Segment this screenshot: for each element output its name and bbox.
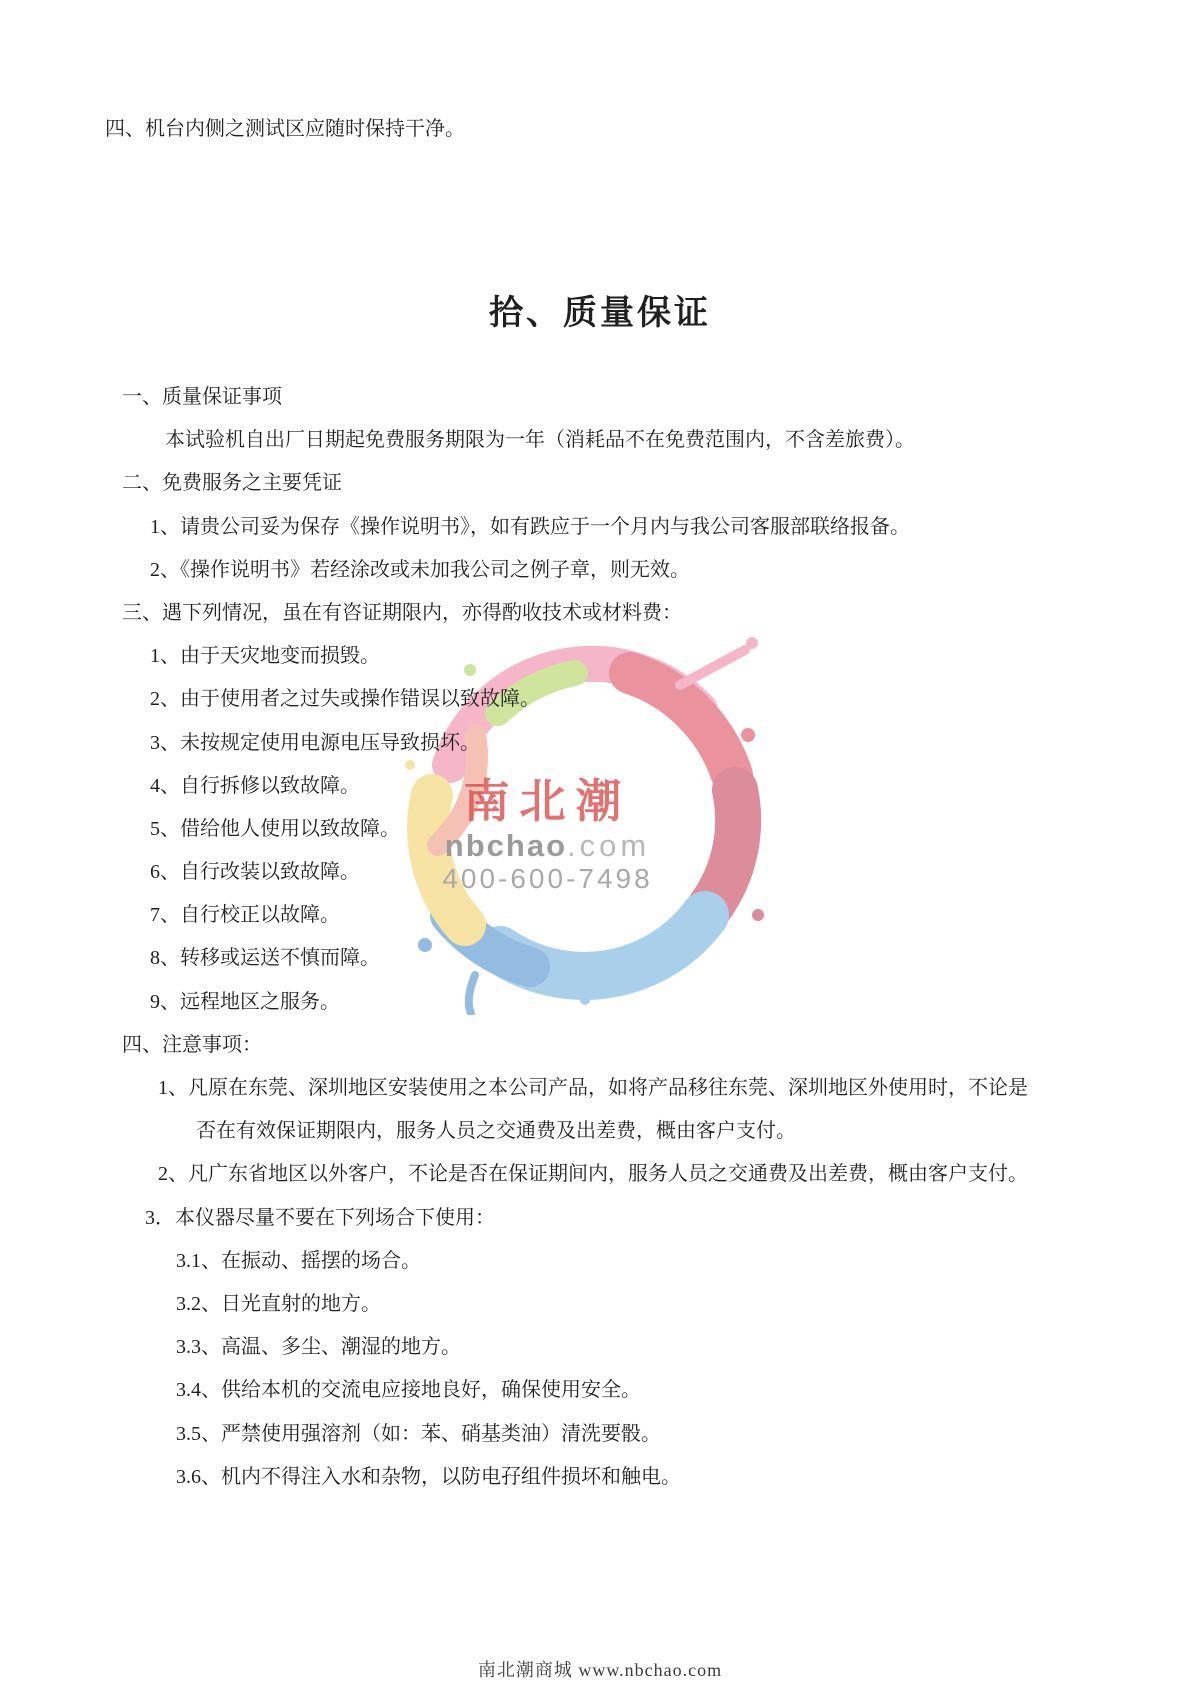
body-text-block — [0, 376, 1200, 1499]
body-line: 3.5、严禁使用强溶剂（如：苯、硝基类油）清洗要骰。 — [176, 1422, 661, 1445]
watermark-phone-text: 400-600-7498 — [442, 863, 653, 894]
watermark-domain-suffix: .com — [567, 828, 651, 863]
body-line: 3.3、高温、多尘、潮湿的地方。 — [176, 1336, 461, 1359]
body-line: 1、由于天灾地变而损毁。 — [150, 645, 380, 668]
body-line: 1、凡原在东莞、深圳地区安装使用之本公司产品，如将产品移往东莞、深圳地区外使用时，不论是 — [158, 1077, 1028, 1099]
body-line: 3.2、日光直射的地方。 — [176, 1292, 381, 1315]
body-line: 2、凡广东省地区以外客户，不论是否在保证期间内，服务人员之交通费及出差费，概由客户支付。 — [158, 1163, 1028, 1186]
body-line: 否在有效保证期限内，服务人员之交通费及出差费，概由客户支付。 — [196, 1120, 796, 1143]
body-line: 8、转移或运送不慎而障。 — [150, 947, 380, 970]
body-line: 三、遇下列情况，虽在有咨证期限内，亦得酌收技术或材料费： — [122, 601, 682, 624]
body-line: 7、自行校正以故障。 — [150, 904, 340, 927]
body-line: 1、请贵公司妥为保存《操作说明书》，如有跌应于一个月内与我公司客服部联络报备。 — [150, 515, 910, 538]
body-line: 2、《操作说明书》若经涂改或未加我公司之例子章，则无效。 — [150, 558, 690, 581]
body-line: 一、质量保证事项 — [122, 386, 282, 408]
body-line: 3．本仪器尽量不要在下列场合下使用： — [145, 1206, 495, 1229]
footer-text: 南北潮商城 www.nbchao.com — [477, 1660, 723, 1680]
watermark-brand-text: 南北潮 — [463, 776, 632, 827]
body-line: 本试验机自出厂日期起免费服务期限为一年（消耗品不在免费范围内，不含差旅费）。 — [165, 429, 915, 452]
body-line: 5、借给他人使用以致故障。 — [150, 817, 400, 840]
body-line: 3、未按规定使用电源电压导致损坏。 — [150, 731, 480, 754]
page-title: 拾、质量保证 — [489, 295, 711, 332]
watermark-domain-bold: nbchao — [444, 828, 568, 863]
body-line: 4、自行拆修以致故障。 — [150, 774, 360, 797]
body-line: 2、由于使用者之过失或操作错误以致故障。 — [150, 688, 540, 711]
body-line: 3.6、机内不得注入水和杂物，以防电孖组件损坏和触电。 — [176, 1465, 681, 1488]
body-line: 9、远程地区之服务。 — [150, 990, 340, 1013]
body-line: 四、注意事项： — [122, 1033, 262, 1056]
body-line: 6、自行改装以致故障。 — [150, 861, 360, 884]
top-note-line: 四、机台内侧之测试区应随时保持干净。 — [105, 118, 465, 140]
body-line: 3.1、在振动、摇摆的场合。 — [176, 1249, 421, 1272]
body-line: 3.4、供给本机的交流电应接地良好，确保使用安全。 — [176, 1379, 641, 1402]
body-line: 二、免费服务之主要凭证 — [122, 472, 342, 495]
